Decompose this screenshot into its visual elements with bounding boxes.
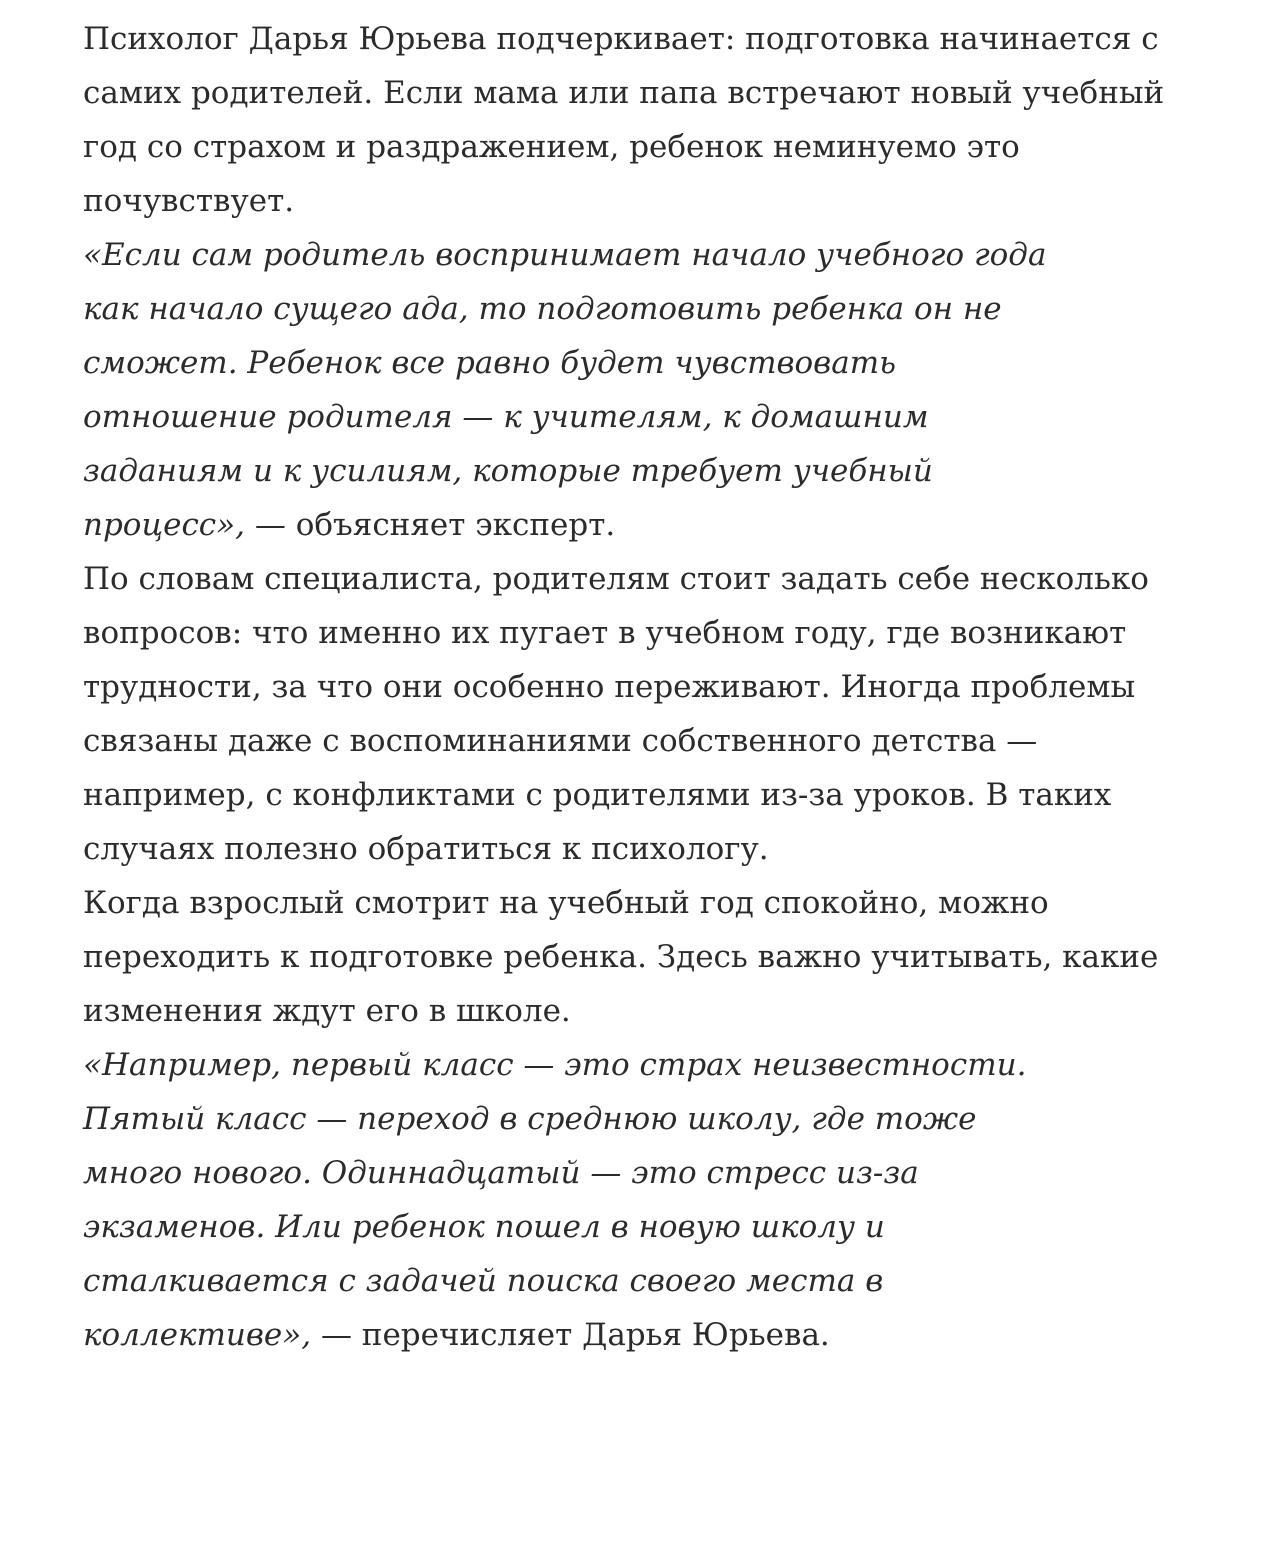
article-body — [83, 12, 1203, 1362]
blockquote — [83, 1038, 1073, 1362]
blockquote — [83, 228, 1073, 552]
quote-attribution: — перечисляет Дарья Юрьева. — [311, 1317, 830, 1353]
paragraph: Психолог Дарья Юрьева подчеркивает: подготовка начинается с самих родителей. Если мама или папа встречают новый учебный год со страхом и раздражением, ребенок неминуемо это почувствует. — [83, 21, 1165, 219]
quote-attribution: — объясняет эксперт. — [245, 507, 616, 543]
paragraph: По словам специалиста, родителям стоит задать себе несколько вопросов: что именно их пугает в учебном году, где возникают трудности, за что они особенно переживают. Иногда проблемы связаны даже с воспоминаниями собственного детства — например, с конфликтами с родителями из-за уроков. В таких случаях полезно обратиться к психологу. — [83, 561, 1149, 867]
quote-text: «Например, первый класс — это страх неизвестности. Пятый класс — переход в среднюю школу, где тоже много нового. Одиннадцатый — это стресс из-за экзаменов. Или ребенок пошел в новую школу и сталкивается с задачей поиска своего места в коллективе», — [83, 1047, 1027, 1353]
quote-text: «Если сам родитель воспринимает начало учебного года как начало сущего ада, то подготовить ребенка он не сможет. Ребенок все равно будет чувствовать отношение родителя — к учителям, к домашним заданиям и к усилиям, которые требует учебный процесс», — [83, 237, 1047, 543]
paragraph: Когда взрослый смотрит на учебный год спокойно, можно переходить к подготовке ребенка. Здесь важно учитывать, какие изменения ждут его в школе. — [83, 885, 1159, 1029]
